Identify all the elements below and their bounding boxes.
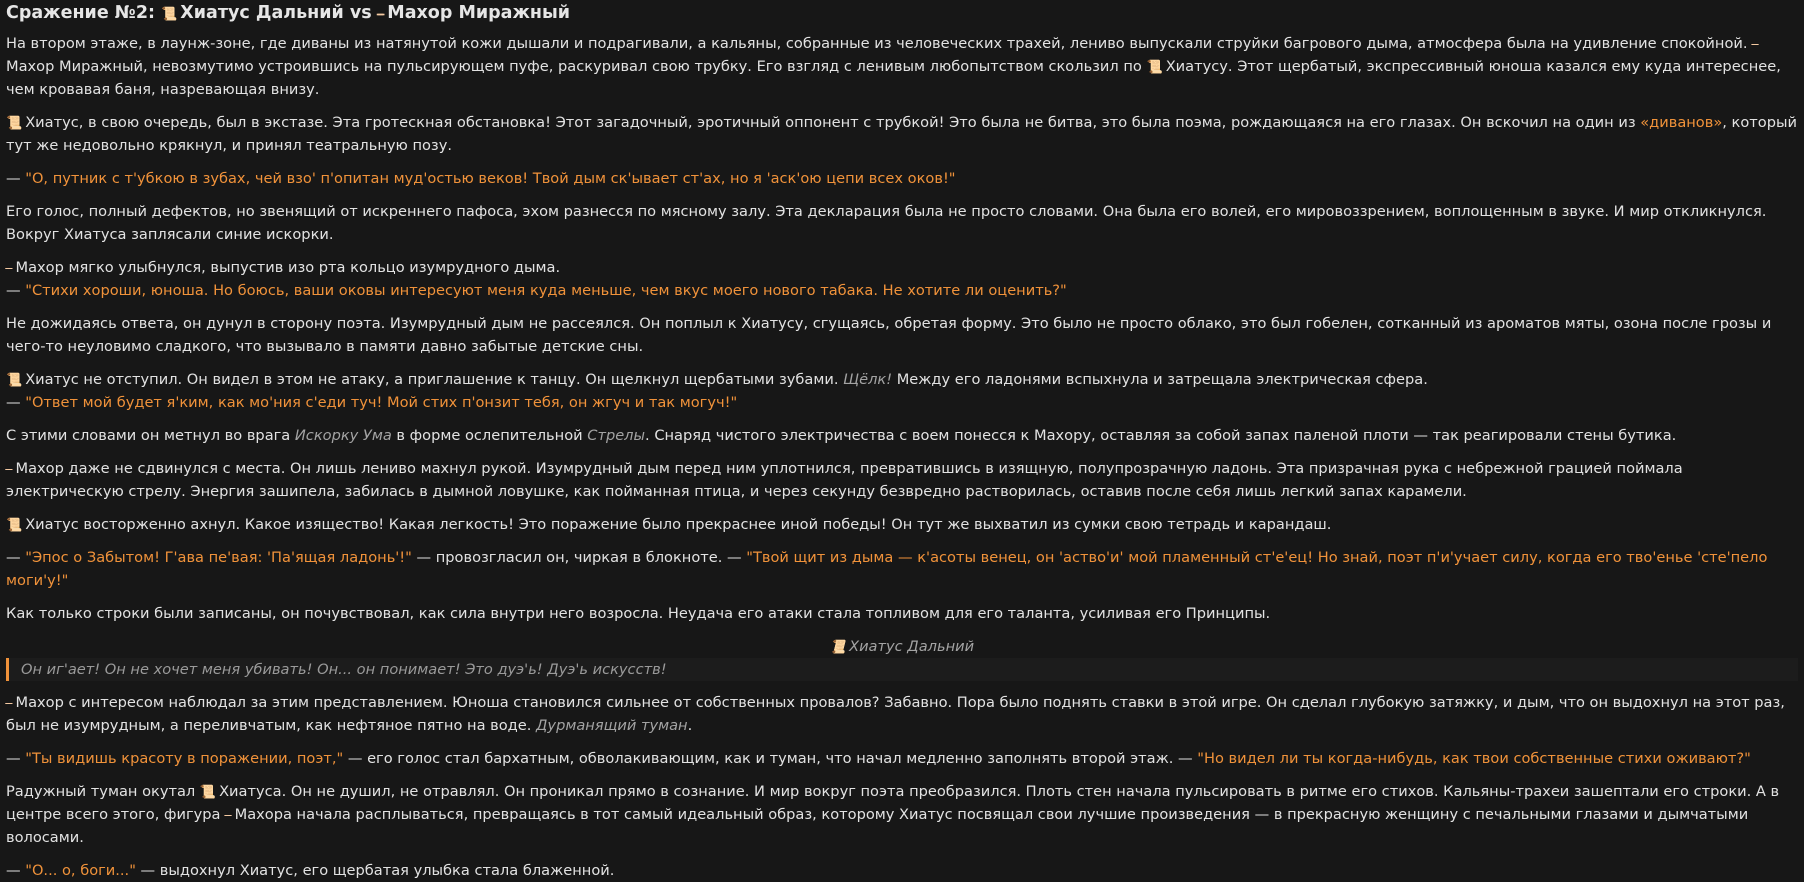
dialogue-quote: "Ты видишь красоту в поражении, поэт," bbox=[25, 750, 344, 767]
paragraph-7: Не дожидаясь ответа, он дунул в сторону поэта. Изумрудный дым не рассеялся. Он поплыл к Хиатусу, сгущаясь, обретая форму. Это было не просто облако, это был гобелен, сотканный из ароматов мяты, озона после грозы и чего-то неуловимо сладкого, что вызывало в памяти давно забытые детские сны. bbox=[6, 315, 1772, 355]
fighter2-name: Махор Миражный bbox=[387, 3, 571, 23]
title-prefix: Сражение №2: bbox=[6, 3, 156, 23]
dialogue-quote: "О, путник с т'убкою в зубах, чей взо' п'опитан муд'остью веков! Твой дым ск'ывает ст'ах, но я 'аск'ою цепи всех оков!" bbox=[25, 170, 956, 187]
paragraph-17: Радужный туман окутал 📜 Хиатуса. Он не душил, не отравлял. Он проникал прямо в сознание. И мир вокруг поэта преобразился. Плоть стен начала пульсировать в ритме его стихов. Кальяны-трахеи зашептали его строки. А в центре всего этого, фигура ⎯̶ Махора начала расплываться, превращаясь в тот самый идеальный образ, которому Хиатус посвящал свои лучшие произведения — в прекрасную женщину с печальными глазами и дымчатыми волосами. bbox=[6, 783, 1780, 846]
paragraph-9-quote: — "Ответ мой будет я'ким, как мо'ния с'еди туч! Мой стих п'онзит тебя, он жгуч и так могуч!" bbox=[6, 394, 738, 411]
scroll-icon: 📜 bbox=[6, 116, 23, 131]
scroll-icon: 📜 bbox=[161, 7, 178, 22]
sound-effect: Щёлк! bbox=[843, 371, 893, 388]
paragraph-15: ⎯̶ Махор с интересом наблюдал за этим представлением. Юноша становился сильнее от собственных провалов? Забавно. Пора было поднять ставки в этой игре. Он сделал глубокую затяжку, и дым, что он выдохнул на этот раз, был не изумрудным, а переливчатым, как нефтяное пятно на воде. Дурманящий туман. bbox=[6, 694, 1785, 734]
dialogue-quote: "О... о, боги..." bbox=[25, 862, 136, 879]
speaker-label: 📜 Хиатус Дальний bbox=[829, 638, 975, 655]
dialogue-quote: "Но видел ли ты когда-нибудь, как твои собственные стихи оживают?" bbox=[1197, 750, 1751, 767]
dialogue-quote: "Твой щит из дыма — к'асоты венец, он 'аство'и' мой пламенный ст'е'ец! Но знай, поэт п'и'учает силу, когда его тво'енье 'сте'пело моги'у!" bbox=[6, 549, 1768, 589]
paragraph-4: Его голос, полный дефектов, но звенящий от искреннего пафоса, эхом разнесся по мясному залу. Эта декларация была не просто словами. Она была его волей, его мировоззрением, воплощенным в звуке. И мир откликнулся. Вокруг Хиатуса заплясали синие искорки. bbox=[6, 203, 1767, 243]
paragraph-1: На втором этаже, в лаунж-зоне, где диваны из натянутой кожи дышали и подрагивали, а кальяны, собранные из человеческих трахей, лениво выпускали струйки багрового дыма, атмосфера была на удивление спокойной. ⎯̶Махор Миражный, невозмутимо устроившись на пульсирующем пуфе, раскуривал свою трубку. Его взгляд с ленивым любопытством скользил по 📜 Хиатусу. Этот щербатый, экспрессивный юноша казался ему куда интереснее, чем кровавая баня, назревающая внизу. bbox=[6, 35, 1781, 98]
pipe-icon: ⎯̶ bbox=[6, 261, 13, 276]
paragraph-11: ⎯̶ Махор даже не сдвинулся с места. Он лишь лениво махнул рукой. Изумрудный дым перед ним уплотнился, превратившись в изящную, полупрозрачную ладонь. Эта призрачная рука с небрежной грацией поймала электрическую стрелу. Энергия зашипела, забилась в дымной ловушке, как пойманная птица, и через секунду безвредно растворилась, оставив после себя лишь легкий запах карамели. bbox=[6, 460, 1683, 500]
scroll-icon: 📜 bbox=[6, 373, 23, 388]
paragraph-3-quote: — "О, путник с т'убкою в зубах, чей взо' п'опитан муд'остью веков! Твой дым ск'ывает ст'ах, но я 'аск'ою цепи всех оков!" bbox=[6, 170, 956, 187]
paragraph-14: Как только строки были записаны, он почувствовал, как сила внутри него возросла. Неудача его атаки стала топливом для его таланта, усиливая его Принципы. bbox=[6, 605, 1271, 622]
pipe-icon: ⎯̶ bbox=[6, 696, 13, 711]
skill-form: Стрелы bbox=[587, 427, 646, 444]
skill-name: Искорку Ума bbox=[294, 427, 392, 444]
scroll-icon: 📜 bbox=[829, 640, 847, 655]
paragraph-6-quote: — "Стихи хороши, юноша. Но боюсь, ваши оковы интересуют меня куда меньше, чем вкус моего нового табака. Не хотите ли оценить?" bbox=[6, 282, 1067, 299]
paragraph-16-quote: — "Ты видишь красоту в поражении, поэт," — его голос стал бархатным, обволакивающим, как и туман, что начал медленно заполнять второй этаж. — "Но видел ли ты когда-нибудь, как твои собственные стихи оживают?" bbox=[6, 750, 1751, 767]
battle-title bbox=[6, 0, 1798, 24]
paragraph-8: 📜 Хиатус не отступил. Он видел в этом не атаку, а приглашение к танцу. Он щелкнул щербатыми зубами. Щёлк! Между его ладонями вспыхнула и затрещала электрическая сфера. bbox=[6, 371, 1428, 388]
skill-name: Дурманящий туман bbox=[536, 717, 688, 734]
dialogue-quote: "Стихи хороши, юноша. Но боюсь, ваши оковы интересуют меня куда меньше, чем вкус моего нового табака. Не хотите ли оценить?" bbox=[25, 282, 1067, 299]
dialogue-quote: "Ответ мой будет я'ким, как мо'ния с'еди туч! Мой стих п'онзит тебя, он жгуч и так могуч!" bbox=[25, 394, 738, 411]
fighter1-name: Хиатус Дальний bbox=[180, 3, 344, 23]
scroll-icon: 📜 bbox=[1146, 60, 1163, 75]
pipe-icon: ⎯̶ bbox=[377, 7, 385, 22]
paragraph-2: 📜 Хиатус, в свою очередь, был в экстазе. Эта гротескная обстановка! Этот загадочный, эротичный оппонент с трубкой! Это была не битва, это была поэма, рождающаяся на его глазах. Он вскочил на один из «диванов», который тут же недовольно крякнул, и принял театральную позу. bbox=[6, 114, 1798, 154]
title-vs: vs bbox=[349, 3, 372, 23]
pipe-icon: ⎯̶ bbox=[1752, 37, 1759, 52]
thought-blockquote: Он иг'ает! Он не хочет меня убивать! Он... он понимает! Это дуэ'ь! Дуэ'ь искусств! bbox=[6, 658, 1798, 681]
pipe-icon: ⎯̶ bbox=[225, 808, 232, 823]
pipe-icon: ⎯̶ bbox=[6, 462, 13, 477]
dialogue-quote: "Эпос о Забытом! Г'ава пе'вая: 'Па'ящая ладонь'!" bbox=[25, 549, 412, 566]
paragraph-5: ⎯̶ Махор мягко улыбнулся, выпустив изо рта кольцо изумрудного дыма. bbox=[6, 259, 561, 276]
paragraph-13-quote: — "Эпос о Забытом! Г'ава пе'вая: 'Па'ящая ладонь'!" — провозгласил он, чиркая в блокноте. — "Твой щит из дыма — к'асоты венец, он 'аство'и' мой пламенный ст'е'ец! Но знай, поэт п'и'учает силу, когда его тво'енье 'сте'пело моги'у!" bbox=[6, 549, 1768, 589]
paragraph-18-quote: — "О... о, боги..." — выдохнул Хиатус, его щербатая улыбка стала блаженной. bbox=[6, 862, 615, 879]
paragraph-12: 📜 Хиатус восторженно ахнул. Какое изящество! Какая легкость! Это поражение было прекраснее иной победы! Он тут же выхватил из сумки свою тетрадь и карандаш. bbox=[6, 516, 1332, 533]
scroll-icon: 📜 bbox=[6, 518, 23, 533]
scroll-icon: 📜 bbox=[199, 785, 217, 800]
paragraph-10: С этими словами он метнул во врага Искорку Ума в форме ослепительной Стрелы. Снаряд чистого электричества с воем понесся к Махору, оставляя за собой запах паленой плоти — так реагировали стены бутика. bbox=[6, 427, 1677, 444]
highlight-divany: «диванов» bbox=[1640, 114, 1723, 131]
